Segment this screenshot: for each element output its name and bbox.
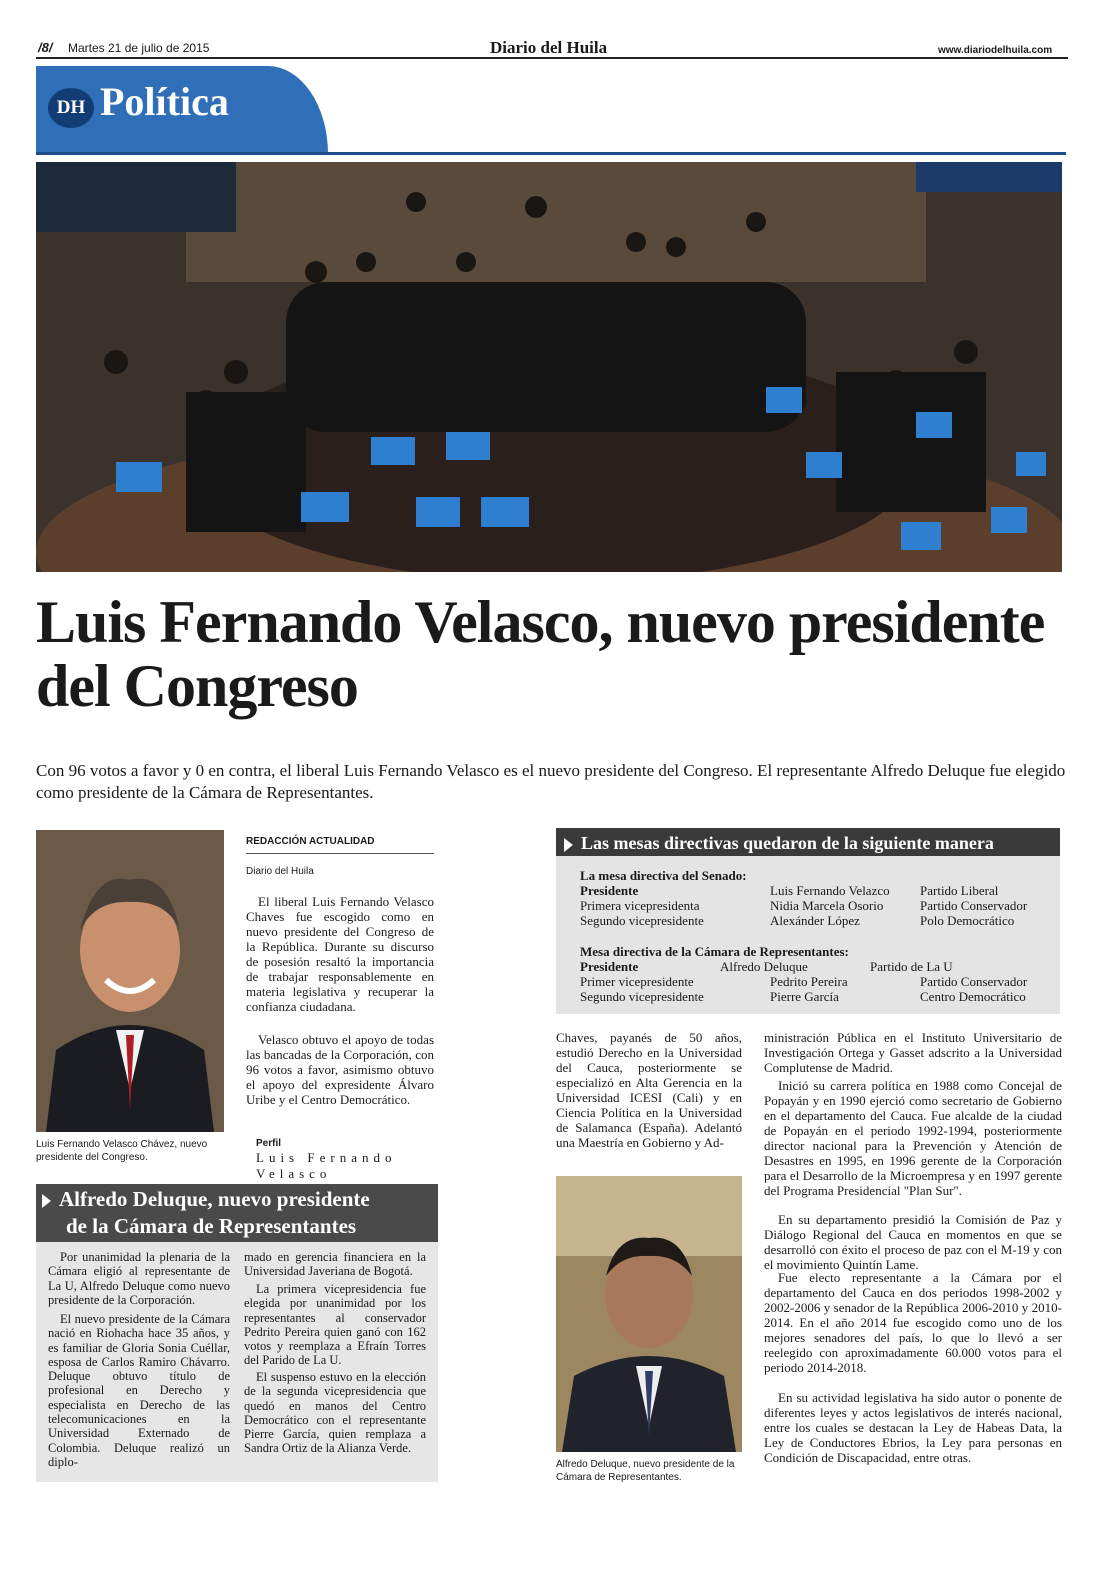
camara-role-0: Presidente (580, 959, 639, 974)
congress-photo (36, 162, 1062, 572)
velasco-photo (36, 830, 224, 1132)
senado-role-0: Presidente (580, 883, 639, 898)
velasco-photo-caption: Luis Fernando Velasco Chávez, nuevo presidente del Congreso. (36, 1139, 208, 1163)
mesas-title: Las mesas directivas quedaron de la siguiente manera (581, 833, 994, 853)
senado-party-0: Partido Liberal (920, 883, 999, 898)
newspaper-name: Diario del Huila (490, 38, 608, 57)
camara-title: Mesa directiva de la Cámara de Representantes: (580, 944, 849, 959)
section-title: Política (100, 79, 229, 124)
headline: Luis Fernando Velasco, nuevo presidente del Congreso (36, 589, 1045, 719)
byline-source: Diario del Huila (246, 866, 314, 877)
mesas-title-bar (556, 828, 1060, 856)
deluque-right-p1: mado en gerencia financiera en la Universidad Javeriana de Bogotá. (244, 1250, 426, 1279)
camara-party-2: Centro Democrático (920, 989, 1026, 1004)
camara-party-0: Partido de La U (870, 959, 953, 974)
camara-name-1: Pedrito Pereira (770, 974, 848, 989)
col4-paragraph-1: ministración Pública en el Instituto Universitario de Investigación Ortega y Gasset adscrito a la Universidad Complutense de Madrid. (764, 1030, 1062, 1075)
congress-photo-illustration (36, 162, 1062, 572)
issue-date: Martes 21 de julio de 2015 (68, 41, 210, 55)
camara-name-2: Pierre García (770, 989, 839, 1004)
col4-paragraph-5: En su actividad legislativa ha sido autor o ponente de diferentes leyes y actos legislativos de interés nacional, entre los cuales se destacan la Ley de Habeas Data, la Ley de Conductores Ebrios, la Ley para personas en Condición de Discapacidad, entre otras. (764, 1390, 1062, 1465)
senado-title: La mesa directiva del Senado: (580, 868, 747, 883)
deluque-title-bar (36, 1184, 438, 1242)
senado-role-2: Segundo vicepresidente (580, 913, 704, 928)
byline: REDACCIÓN ACTUALIDAD (246, 836, 375, 847)
col4-paragraph-2: Inició su carrera política en 1988 como Concejal de Popayán y en 1990 ejerció como secretario de Gobierno en el departamento del Cauca. Fue alcalde de la ciudad de Popayán en el periodo 1992-1994, posteriormente director nacional para la Prevención y Atención de Desastres en 1995, en 1996 gerente de la Corporación para el Desarrollo de la Microempresa y en 1997 gerente del Programa Presidencial "Plan Sur". (764, 1078, 1062, 1198)
camara-role-1: Primer vicepresidente (580, 974, 694, 989)
section-rule (36, 152, 1066, 155)
deluque-title-line1: Alfredo Deluque, nuevo presidente (59, 1187, 370, 1211)
perfil-label: Perfil (256, 1138, 282, 1149)
senado-role-1: Primera vicepresidenta (580, 898, 700, 913)
byline-rule (246, 853, 434, 854)
newspaper-url: www.diariodelhuila.com (938, 45, 1053, 56)
senado-party-1: Partido Conservador (920, 898, 1028, 913)
camara-name-0: Alfredo Deluque (720, 959, 808, 974)
deluque-left-p2: El nuevo presidente de la Cámara nació en Riohacha hace 35 años, y es familiar de Gloria Sonia Cuéllar, esposa de Carlos Ramiro Chávarro. Deluque obtuvo título de profesional en Derecho y especialista en Derecho de las telecomunicaciones en la Universidad Externado de Colombia. Deluque realizó un diplo- (48, 1312, 230, 1469)
col3-paragraph: Chaves, payanés de 50 años, estudió Derecho en la Universidad del Cauca, posteriormente se especializó en Alta Gerencia en la Universidad ICESI (Cali) y en Ciencia Política en la Universidad de Salamanca (España). Adelantó una Maestría en Gobierno y Ad- (556, 1030, 742, 1150)
deluque-portrait-illustration (556, 1176, 742, 1452)
velasco-portrait-illustration (36, 830, 224, 1132)
deluque-left-p1: Por unanimidad la plenaria de la Cámara eligió al representante de La U, Alfredo Deluque como nuevo presidente de la Corporación. (48, 1250, 230, 1307)
senado-party-2: Polo Democrático (920, 913, 1015, 928)
col2-paragraph-2: Velasco obtuvo el apoyo de todas las bancadas de la Corporación, con 96 votos a favor, asimismo obtuvo el apoyo del expresidente Álvaro Uribe y el Centro Democrático. (246, 1032, 434, 1107)
deluque-box (36, 1242, 438, 1482)
arrow-icon (564, 838, 573, 852)
camara-party-1: Partido Conservador (920, 974, 1028, 989)
deluque-title-line2: de la Cámara de Representantes (66, 1214, 357, 1238)
col2-paragraph-1: El liberal Luis Fernando Velasco Chaves fue escogido como en nuevo presidente del Congreso de la República. Durante su discurso de posesión resaltó la importancia de trabajar responsablemente en materia legislativa y recuperar la confianza ciudadana. (246, 894, 434, 1014)
senado-name-1: Nidia Marcela Osorio (770, 898, 884, 913)
deluque-photo (556, 1176, 742, 1452)
lede: Con 96 votos a favor y 0 en contra, el liberal Luis Fernando Velasco es el nuevo presidente del Congreso. El representante Alfredo Deluque fue elegido como presidente de la Cámara de Representantes. (36, 761, 1066, 802)
perfil-text: Luis Fernando Velasco (256, 1150, 397, 1181)
arrow-icon (42, 1194, 51, 1208)
deluque-right-p3: El suspenso estuvo en la elección de la segunda vicepresidencia que quedó en manos del Centro Democrático con el representante Pierre García, quien remplaza a Sandra Ortiz de la Alianza Verde. (244, 1370, 426, 1456)
dh-logo: DH (48, 88, 94, 128)
camara-role-2: Segundo vicepresidente (580, 989, 704, 1004)
senado-name-2: Alexánder López (770, 913, 860, 928)
col4-paragraph-4: Fue electo representante a la Cámara por el departamento del Cauca en dos periodos 1998-2002 y 2002-2006 y senador de la República 2006-2010 y 2010-2014. En el año 2014 fue escogido como uno de los mejores senadores del país, lo que lo llevó a ser reelegido con aproximadamente 60.000 votos para el periodo 2014-2018. (764, 1270, 1062, 1375)
senado-name-0: Luis Fernando Velazco (770, 883, 890, 898)
col4-paragraph-3: En su departamento presidió la Comisión de Paz y Diálogo Regional del Cauca en momentos en que se desarrolló con éxito el proceso de paz con el M-19 y con el movimiento Quintín Lame. (764, 1212, 1062, 1272)
header-rule (36, 57, 1068, 59)
page-number: /8/ (38, 40, 53, 55)
deluque-right-p2: La primera vicepresidencia fue elegida por unanimidad por los representantes al conservador Pedrito Pereira quien ganó con 162 votos y reemplaza a Efraín Torres del Parido de La U. (244, 1282, 426, 1368)
deluque-photo-caption: Alfredo Deluque, nuevo presidente de la Cámara de Representantes. (556, 1459, 735, 1483)
mesas-box (556, 856, 1060, 1014)
